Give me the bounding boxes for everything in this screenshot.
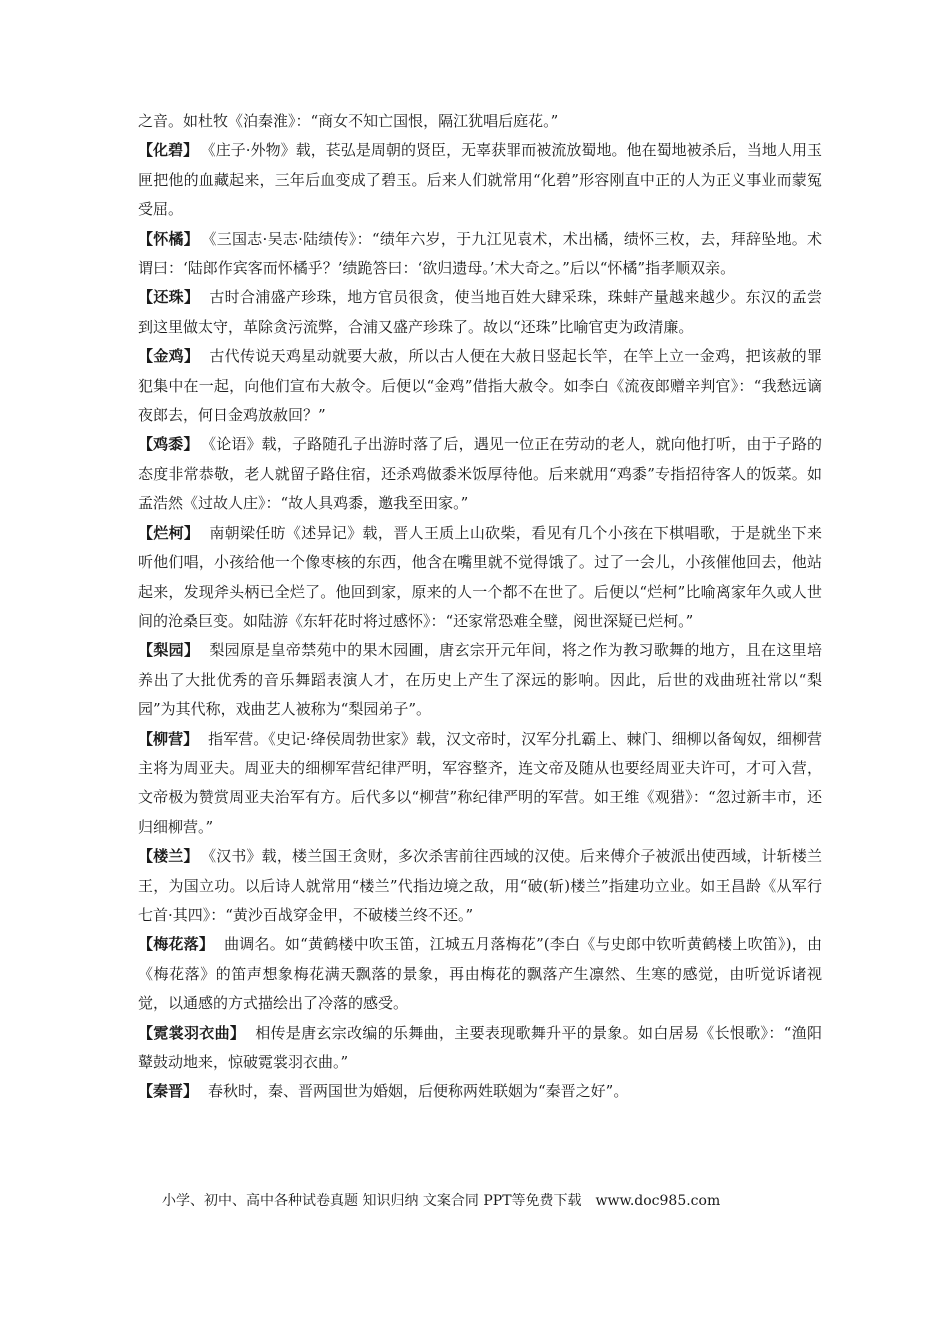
entry-text: 古代传说天鸡星动就要大赦，所以古人便在大赦日竖起长竿，在竿上立一金鸡，把该赦的罪犯集中在一起，向他们宣布大赦令。后便以“金鸡”借指大赦令。如李白《流夜郎赠辛判官》：“我愁远谪夜郎去，何日金鸡放赦回？” bbox=[138, 347, 822, 425]
glossary-entry bbox=[138, 1077, 822, 1106]
entry-text: 古时合浦盛产珍珠，地方官员很贪，使当地百姓大肆采珠，珠蚌产量越来越少。东汉的孟尝到这里做太守，革除贪污流弊，合浦又盛产珍珠了。故以“还珠”比喻官吏为政清廉。 bbox=[138, 288, 822, 336]
entry-text: 《三国志·吴志·陆绩传》：“绩年六岁，于九江见袁术，术出橘，绩怀三枚，去，拜辞坠地。术谓曰：‘陆郎作宾客而怀橘乎？’绩跪答曰：‘欲归遗母。’术大奇之。”后以“怀橘”指孝顺双亲。 bbox=[138, 229, 822, 278]
entry-term: 【鸡黍】 bbox=[138, 435, 199, 454]
entry-text: 相传是唐玄宗改编的乐舞曲，主要表现歌舞升平的景象。如白居易《长恨歌》：“渔阳鼙鼓动地来，惊破霓裳羽衣曲。” bbox=[138, 1023, 822, 1071]
entry-term: 【梅花落】 bbox=[138, 935, 215, 954]
entry-term: 【霓裳羽衣曲】 bbox=[138, 1023, 246, 1042]
intro-paragraph: 之音。如杜牧《泊秦淮》：“商女不知亡国恨，隔江犹唱后庭花。” bbox=[138, 112, 559, 130]
glossary-entry bbox=[138, 342, 822, 430]
entry-text: 《汉书》载，楼兰国王贪财，多次杀害前往西域的汉使。后来傅介子被派出使西域，计斩楼兰王，为国立功。以后诗人就常用“楼兰”代指边境之敌，用“破(斩)楼兰”指建功立业。如王昌龄《从军行七首·其四》：“黄沙百战穿金甲，不破楼兰终不还。” bbox=[138, 847, 822, 924]
entry-term: 【化碧】 bbox=[138, 141, 199, 160]
entry-text: 指军营。《史记·绛侯周勃世家》载，汉文帝时，汉军分扎霸上、棘门、细柳以备匈奴，细柳营主将为周亚夫。周亚夫的细柳军营纪律严明，军容整齐，连文帝及随从也要经周亚夫许可，才可入营，文帝极为赞赏周亚夫治军有方。后代多以“柳营”称纪律严明的军营。如王维《观猎》：“忽过新丰市，还归细柳营。” bbox=[138, 729, 822, 836]
glossary-entry bbox=[138, 1019, 822, 1078]
entry-term: 【烂柯】 bbox=[138, 523, 200, 542]
entry-term: 【还珠】 bbox=[138, 288, 200, 307]
footer-text: 小学、初中、高中各种试卷真题 知识归纳 文案合同 PPT等免费下载 bbox=[162, 1193, 582, 1209]
entry-text: 春秋时，秦、晋两国世为婚姻，后便称两姓联姻为“秦晋之好”。 bbox=[208, 1082, 629, 1101]
glossary-entry bbox=[138, 519, 822, 637]
glossary-body bbox=[138, 107, 822, 1107]
glossary-entry bbox=[138, 225, 822, 284]
glossary-entry bbox=[138, 283, 822, 342]
entry-term: 【柳营】 bbox=[138, 729, 199, 748]
entry-term: 【秦晋】 bbox=[138, 1082, 199, 1101]
entry-text: 《论语》载，子路随孔子出游时落了后，遇见一位正在劳动的老人，就向他打听，由于子路的态度非常恭敬，老人就留子路住宿，还杀鸡做黍米饭厚待他。后来就用“鸡黍”专指招待客人的饭菜。如孟浩然《过故人庄》：“故人具鸡黍，邀我至田家。” bbox=[138, 435, 822, 513]
entry-text: 梨园原是皇帝禁苑中的果木园圃，唐玄宗开元年间，将之作为教习歌舞的地方，且在这里培养出了大批优秀的音乐舞蹈表演人才，在历史上产生了深远的影响。因此，后世的戏曲班社常以“梨园”为其代称，戏曲艺人被称为“梨园弟子”。 bbox=[138, 641, 822, 719]
page-footer bbox=[162, 1190, 822, 1212]
footer-site-link[interactable]: www.doc985.com bbox=[595, 1193, 721, 1209]
glossary-entry bbox=[138, 930, 822, 1018]
entry-text: 南朝梁任昉《述异记》载，晋人王质上山砍柴，看见有几个小孩在下棋唱歌，于是就坐下来听他们唱，小孩给他一个像枣核的东西，他含在嘴里就不觉得饿了。过了一会儿，小孩催他回去，他站起来，发现斧头柄已全烂了。他回到家，原来的人一个都不在世了。后便以“烂柯”比喻离家年久或人世间的沧桑巨变。如陆游《东轩花时将过感怀》：“还家常恐难全璧，阅世深疑已烂柯。” bbox=[138, 523, 822, 630]
entry-text: 曲调名。如“黄鹤楼中吹玉笛，江城五月落梅花”(李白《与史郎中钦听黄鹤楼上吹笛》)，由《梅花落》的笛声想象梅花满天飘落的景象，再由梅花的飘落产生凛然、生寒的感觉，由听觉诉诸视觉，以通感的方式描绘出了冷落的感受。 bbox=[138, 935, 822, 1013]
entry-term: 【怀橘】 bbox=[138, 229, 200, 248]
entry-term: 【楼兰】 bbox=[138, 847, 199, 866]
glossary-entry bbox=[138, 725, 822, 843]
glossary-entry bbox=[138, 136, 822, 224]
glossary-entry bbox=[138, 636, 822, 724]
entry-text: 《庄子·外物》载，苌弘是周朝的贤臣，无辜获罪而被流放蜀地。他在蜀地被杀后，当地人用玉匣把他的血藏起来，三年后血变成了碧玉。后来人们就常用“化碧”形容刚直中正的人为正义事业而蒙冤受屈。 bbox=[138, 141, 822, 219]
entry-term: 【梨园】 bbox=[138, 641, 200, 660]
entry-term: 【金鸡】 bbox=[138, 347, 200, 366]
glossary-entry bbox=[138, 842, 822, 930]
glossary-entry bbox=[138, 430, 822, 518]
